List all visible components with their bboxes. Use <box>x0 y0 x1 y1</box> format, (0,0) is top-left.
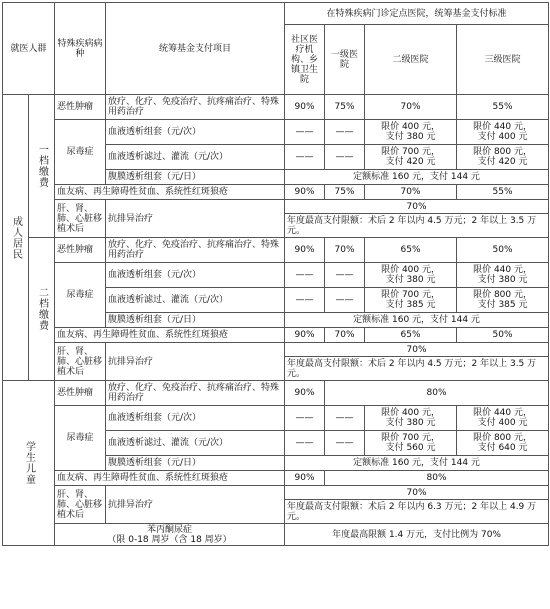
t1-blood-level2: 70% <box>365 185 457 200</box>
s-tumor-community: 90% <box>285 381 325 406</box>
t1-tumor-level3: 55% <box>457 95 549 120</box>
t2-filtration-level1: —— <box>325 288 365 313</box>
t2-tumor-level2: 65% <box>365 238 457 263</box>
s-dialysis-community: —— <box>285 406 325 431</box>
header-item: 统筹基金支付项目 <box>106 3 285 95</box>
t1-blood-community: 90% <box>285 185 325 200</box>
t1-dialysis-level2: 限价 400 元， 支付 380 元 <box>365 120 457 145</box>
t1-tumor-level1: 75% <box>325 95 365 120</box>
t1-filtration-level2: 限价 700 元， 支付 420 元 <box>365 145 457 170</box>
s-filtration-item: 血液透析滤过、灌流（元/次） <box>106 431 285 456</box>
s-dialysis-level3: 限价 440 元， 支付 400 元 <box>457 406 549 431</box>
t2-transplant-item: 抗排异治疗 <box>106 343 285 381</box>
t1-peritoneal-value: 定额标准 160 元，支付 144 元 <box>285 170 549 185</box>
s-blood-rest: 80% <box>325 471 549 486</box>
t1-dialysis-level3: 限价 440 元， 支付 400 元 <box>457 120 549 145</box>
medical-insurance-table <box>2 2 549 546</box>
t1-tumor-level2: 70% <box>365 95 457 120</box>
header-group: 就医人群 <box>3 3 55 95</box>
s-peritoneal-item: 腹膜透析组套（元/日） <box>106 456 285 471</box>
s-blood-community: 90% <box>285 471 325 486</box>
header-community: 社区医疗机构、乡镇卫生院 <box>285 25 325 95</box>
t2-dialysis-item: 血液透析组套（元/次） <box>106 263 285 288</box>
t2-dialysis-level1: —— <box>325 263 365 288</box>
t1-dialysis-level1: —— <box>325 120 365 145</box>
s-blood-disease: 血友病、再生障碍性贫血、系统性红斑狼疮 <box>55 471 285 486</box>
s-tumor-rest: 80% <box>325 381 549 406</box>
t1-blood-disease: 血友病、再生障碍性贫血、系统性红斑狼疮 <box>55 185 285 200</box>
t1-blood-level1: 75% <box>325 185 365 200</box>
t2-blood-level2: 65% <box>365 328 457 343</box>
t1-transplant-item: 抗排异治疗 <box>106 200 285 238</box>
s-pku-value: 年度最高限额 1.4 万元，支付比例为 70% <box>285 524 549 546</box>
s-dialysis-level2: 限价 400 元， 支付 380 元 <box>365 406 457 431</box>
s-transplant-rate: 70% <box>285 486 549 500</box>
adult-group-label: 成人居民 <box>3 95 29 381</box>
tier1-label: 一档缴费 <box>29 95 55 238</box>
t2-transplant-disease: 肝、肾、肺、心脏移植术后 <box>55 343 106 381</box>
t2-tumor-level3: 50% <box>457 238 549 263</box>
t2-transplant-rate: 70% <box>285 343 549 357</box>
s-dialysis-item: 血液透析组套（元/次） <box>106 406 285 431</box>
t1-filtration-item: 血液透析滤过、灌流（元/次） <box>106 145 285 170</box>
t2-blood-level1: 70% <box>325 328 365 343</box>
t2-blood-level3: 50% <box>457 328 549 343</box>
t1-tumor-item: 放疗、化疗、免疫治疗、抗疼痛治疗、特殊用药治疗 <box>106 95 285 120</box>
t2-filtration-community: —— <box>285 288 325 313</box>
t1-filtration-community: —— <box>285 145 325 170</box>
t2-tumor-item: 放疗、化疗、免疫治疗、抗疼痛治疗、特殊用药治疗 <box>106 238 285 263</box>
s-filtration-community: —— <box>285 431 325 456</box>
t1-blood-level3: 55% <box>457 185 549 200</box>
s-filtration-level3: 限价 800 元， 支付 640 元 <box>457 431 549 456</box>
header-level2: 二级医院 <box>365 25 457 95</box>
s-pku-disease: 苯丙酮尿症 （限 0-18 周岁（含 18 周岁） <box>55 524 285 546</box>
s-tumor-disease: 恶性肿瘤 <box>55 381 106 406</box>
t1-filtration-level3: 限价 800 元， 支付 420 元 <box>457 145 549 170</box>
t2-dialysis-level2: 限价 400 元， 支付 380 元 <box>365 263 457 288</box>
t2-filtration-item: 血液透析滤过、灌流（元/次） <box>106 288 285 313</box>
t2-dialysis-community: —— <box>285 263 325 288</box>
t2-tumor-level1: 70% <box>325 238 365 263</box>
t2-blood-disease: 血友病、再生障碍性贫血、系统性红斑狼疮 <box>55 328 285 343</box>
t1-transplant-rate: 70% <box>285 200 549 214</box>
s-filtration-level2: 限价 700 元， 支付 560 元 <box>365 431 457 456</box>
t1-dialysis-community: —— <box>285 120 325 145</box>
t1-transplant-limit: 年度最高支付限额：术后 2 年以内 4.5 万元；2 年以上 3.5 万元。 <box>285 214 549 238</box>
s-dialysis-level1: —— <box>325 406 365 431</box>
t2-uremia-label: 尿毒症 <box>55 263 106 328</box>
t2-blood-community: 90% <box>285 328 325 343</box>
t1-dialysis-item: 血液透析组套（元/次） <box>106 120 285 145</box>
student-group-label: 学生儿童 <box>3 381 55 546</box>
t2-tumor-disease: 恶性肿瘤 <box>55 238 106 263</box>
t2-filtration-level2: 限价 700 元， 支付 385 元 <box>365 288 457 313</box>
t1-uremia-label: 尿毒症 <box>55 120 106 185</box>
header-standard: 在特殊疾病门诊定点医院，统筹基金支付标准 <box>285 3 549 25</box>
header-level1: 一级医院 <box>325 25 365 95</box>
t1-peritoneal-item: 腹膜透析组套（元/日） <box>106 170 285 185</box>
t2-filtration-level3: 限价 800 元， 支付 385 元 <box>457 288 549 313</box>
t2-dialysis-level3: 限价 440 元， 支付 380 元 <box>457 263 549 288</box>
s-peritoneal-value: 定额标准 160 元，支付 144 元 <box>285 456 549 471</box>
s-transplant-limit: 年度最高支付限额：术后 2 年以内 6.3 万元；2 年以上 4.9 万元。 <box>285 500 549 524</box>
s-transplant-item: 抗排异治疗 <box>106 486 285 524</box>
header-level3: 三级医院 <box>457 25 549 95</box>
s-uremia-label: 尿毒症 <box>55 406 106 471</box>
t1-tumor-community: 90% <box>285 95 325 120</box>
t2-peritoneal-value: 定额标准 160 元，支付 144 元 <box>285 313 549 328</box>
t2-tumor-community: 90% <box>285 238 325 263</box>
t1-filtration-level1: —— <box>325 145 365 170</box>
tier2-label: 二档缴费 <box>29 238 55 381</box>
s-tumor-item: 放疗、化疗、免疫治疗、抗疼痛治疗、特殊用药治疗 <box>106 381 285 406</box>
t2-transplant-limit: 年度最高支付限额：术后 2 年以内 4.5 万元；2 年以上 3.5 万元。 <box>285 357 549 381</box>
s-filtration-level1: —— <box>325 431 365 456</box>
s-transplant-disease: 肝、肾、肺、心脏移植术后 <box>55 486 106 524</box>
t1-transplant-disease: 肝、肾、肺、心脏移植术后 <box>55 200 106 238</box>
header-disease: 特殊疾病病种 <box>55 3 106 95</box>
t1-tumor-disease: 恶性肿瘤 <box>55 95 106 120</box>
t2-peritoneal-item: 腹膜透析组套（元/日） <box>106 313 285 328</box>
